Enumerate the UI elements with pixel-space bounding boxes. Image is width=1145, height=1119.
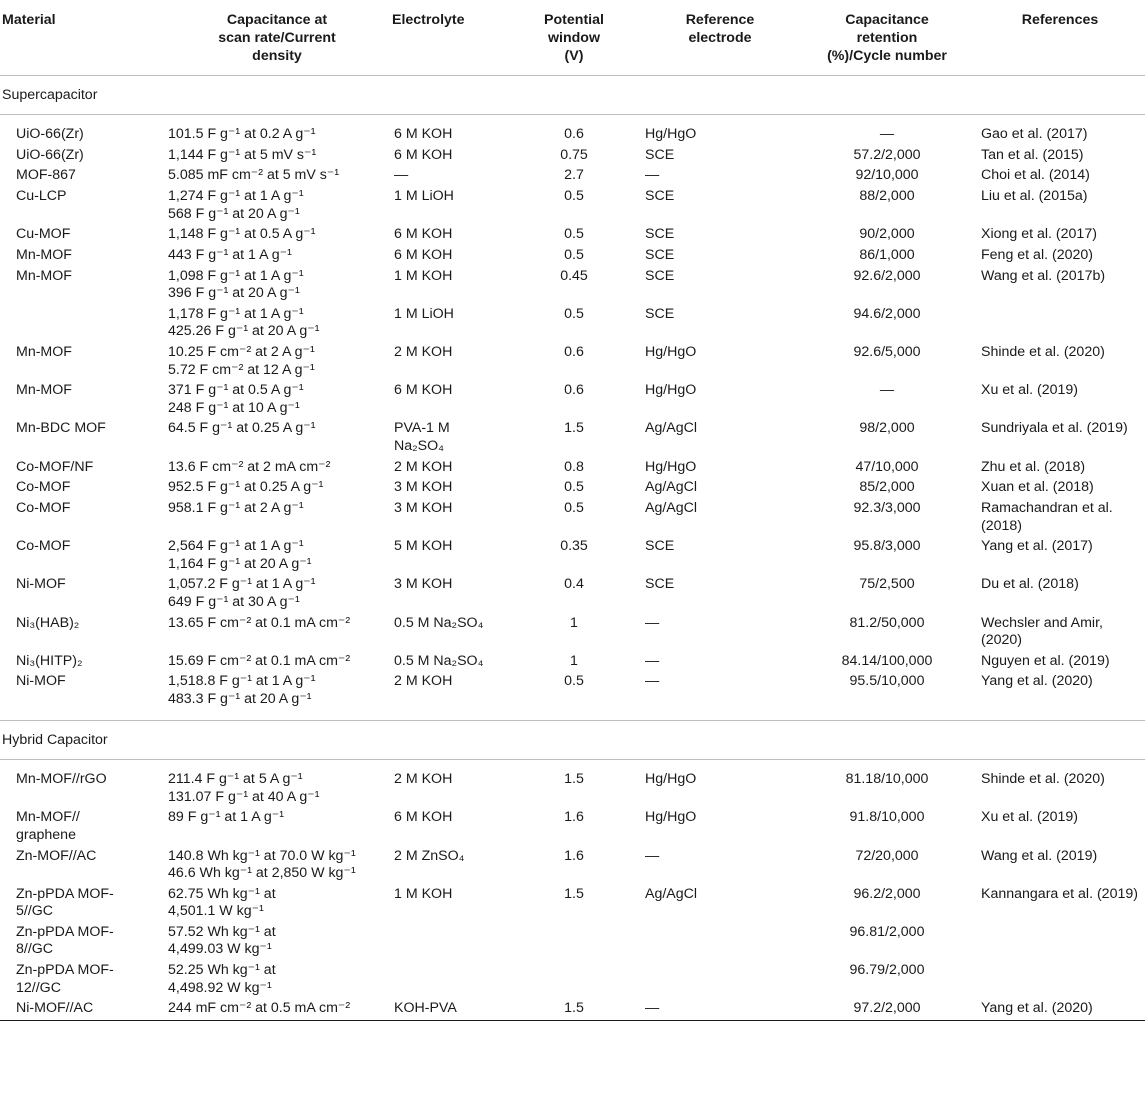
cell-electrolyte: 2 M ZnSO₄: [394, 847, 465, 864]
cell-electrolyte: PVA-1 M Na₂SO₄: [394, 420, 450, 454]
cell-electrolyte: 2 M KOH: [394, 458, 453, 475]
section-row-hybrid-capacitor: [0, 721, 1145, 760]
cell-reference-electrode: SCE: [645, 305, 675, 322]
cell-reference: Gao et al. (2017): [981, 126, 1088, 143]
cell-electrolyte: 3 M KOH: [394, 500, 453, 517]
table-row: [0, 457, 1145, 478]
table-row: [0, 651, 1145, 672]
cell-potential-window: 0.5: [564, 673, 584, 690]
cell-reference-electrode: SCE: [645, 188, 675, 205]
cell-material: MOF-867: [16, 167, 76, 184]
cell-capacitance-retention: 84.14/100,000: [841, 652, 933, 669]
cell-reference: Xu et al. (2019): [981, 809, 1079, 826]
cell-material: UiO-66(Zr): [16, 126, 84, 143]
section-label: Hybrid Capacitor: [0, 721, 1145, 760]
cell-capacitance-retention: 81.2/50,000: [849, 614, 925, 631]
cell-electrolyte: 1 M LiOH: [394, 305, 454, 322]
table-row: [0, 672, 1145, 710]
cell-material: Ni₃(HAB)₂: [16, 614, 80, 631]
cell-capacitance: 1,098 F g⁻¹ at 1 A g⁻¹ 396 F g⁻¹ at 20 A g⁻¹: [168, 267, 304, 302]
cell-capacitance-retention: 85/2,000: [859, 479, 915, 496]
cell-material: Mn-MOF: [16, 344, 72, 361]
cell-electrolyte: 3 M KOH: [394, 479, 453, 496]
table-row: [0, 145, 1145, 166]
cell-potential-window: 0.6: [564, 382, 584, 399]
cell-reference-electrode: Hg/HgO: [645, 382, 697, 399]
cell-potential-window: 0.5: [564, 479, 584, 496]
cell-material: Mn-MOF: [16, 267, 72, 284]
section-label: Supercapacitor: [0, 76, 1145, 115]
cell-electrolyte: 2 M KOH: [394, 344, 453, 361]
cell-electrolyte: 6 M KOH: [394, 382, 453, 399]
cell-capacitance-retention: 96.2/2,000: [853, 885, 921, 902]
cell-capacitance: 443 F g⁻¹ at 1 A g⁻¹: [168, 247, 292, 264]
cell-reference: Xuan et al. (2018): [981, 479, 1094, 496]
cell-material: Zn-MOF//AC: [16, 847, 97, 864]
cell-reference: Tan et al. (2015): [981, 146, 1084, 163]
cell-electrolyte: 2 M KOH: [394, 771, 453, 788]
cell-capacitance-retention: 72/20,000: [855, 847, 919, 864]
cell-potential-window: 1.5: [507, 999, 641, 1021]
cell-reference-electrode: Hg/HgO: [645, 126, 697, 143]
cell-reference: Wang et al. (2019): [981, 847, 1098, 864]
cell-reference-electrode: [641, 961, 799, 999]
cell-reference: Nguyen et al. (2019): [981, 652, 1110, 669]
cell-capacitance-retention: 95.5/10,000: [849, 673, 925, 690]
table-row: [0, 808, 1145, 846]
cell-reference-electrode: Ag/AgCl: [645, 479, 698, 496]
cell-capacitance: 140.8 Wh kg⁻¹ at 70.0 W kg⁻¹ 46.6 Wh kg⁻¹ at 2,850 W kg⁻¹: [168, 847, 356, 882]
cell-reference: Xiong et al. (2017): [981, 226, 1097, 243]
header-capacitance: Capacitance at scan rate/Current density: [164, 0, 390, 76]
table-row: [0, 166, 1145, 187]
table-row: [0, 613, 1145, 651]
cell-capacitance: 13.6 F cm⁻² at 2 mA cm⁻²: [168, 458, 331, 475]
cell-reference: [975, 304, 1145, 342]
table-row: [0, 187, 1145, 225]
cell-reference-electrode: —: [645, 847, 660, 864]
cell-potential-window: 1.6: [564, 847, 584, 864]
cell-capacitance-retention: 88/2,000: [859, 188, 915, 205]
cell-reference: Yang et al. (2020): [981, 673, 1093, 690]
cell-potential-window: 0.5: [564, 305, 584, 322]
cell-capacitance: 2,564 F g⁻¹ at 1 A g⁻¹ 1,164 F g⁻¹ at 20 A g⁻¹: [168, 538, 312, 572]
cell-capacitance: 52.25 Wh kg⁻¹ at 4,498.92 W kg⁻¹: [168, 962, 276, 996]
cell-potential-window: 0.6: [564, 344, 584, 361]
cell-capacitance-retention: —: [879, 382, 895, 399]
cell-material: Ni-MOF: [16, 673, 66, 690]
header-row: [0, 0, 1145, 76]
cell-capacitance: 64.5 F g⁻¹ at 0.25 A g⁻¹: [168, 420, 316, 437]
table-row: [0, 498, 1145, 536]
cell-material: Cu-MOF: [16, 226, 71, 243]
table-row: [0, 575, 1145, 613]
cell-material: Mn-MOF: [16, 382, 72, 399]
cell-capacitance-retention: 98/2,000: [859, 420, 915, 437]
header-references: References: [975, 0, 1145, 76]
table-row: [0, 125, 1145, 146]
cell-capacitance: 62.75 Wh kg⁻¹ at 4,501.1 W kg⁻¹: [168, 885, 276, 920]
cell-reference-electrode: Ag/AgCl: [645, 500, 698, 517]
cell-capacitance: 10.25 F cm⁻² at 2 A g⁻¹ 5.72 F cm⁻² at 12 A g⁻¹: [168, 344, 315, 378]
cell-potential-window: 1: [570, 614, 578, 631]
cell-reference: Shinde et al. (2020): [981, 771, 1105, 788]
cell-electrolyte: 6 M KOH: [394, 247, 453, 264]
table-row: [0, 381, 1145, 419]
cell-electrolyte: —: [394, 167, 409, 184]
cell-reference-electrode: SCE: [645, 226, 675, 243]
cell-reference: Du et al. (2018): [981, 576, 1079, 593]
cell-electrolyte: [390, 961, 507, 999]
cell-potential-window: [507, 961, 641, 999]
cell-reference: Feng et al. (2020): [981, 247, 1093, 264]
cell-electrolyte: 0.5 M Na₂SO₄: [394, 652, 484, 669]
cell-capacitance: 1,274 F g⁻¹ at 1 A g⁻¹ 568 F g⁻¹ at 20 A g⁻¹: [168, 188, 304, 222]
cell-material: Zn-pPDA MOF- 5//GC: [16, 885, 114, 920]
cell-material: Ni-MOF: [16, 576, 66, 593]
cell-potential-window: 1.5: [564, 771, 584, 788]
cell-capacitance: 1,144 F g⁻¹ at 5 mV s⁻¹: [168, 146, 317, 163]
cell-electrolyte: 5 M KOH: [394, 538, 453, 555]
cell-potential-window: 1: [570, 652, 578, 669]
cell-reference-electrode: Hg/HgO: [645, 771, 697, 788]
cell-reference: [975, 922, 1145, 960]
table-row: [0, 419, 1145, 457]
table-row: [0, 225, 1145, 246]
cell-potential-window: 1.6: [564, 809, 584, 826]
header-reference-electrode: Reference electrode: [641, 0, 799, 76]
cell-electrolyte: 1 M KOH: [394, 267, 453, 284]
cell-material: Co-MOF: [16, 479, 71, 496]
table-row: [0, 478, 1145, 499]
cell-potential-window: 0.5: [564, 500, 584, 517]
cell-electrolyte: 6 M KOH: [394, 226, 453, 243]
header-potential-window: Potential window (V): [507, 0, 641, 76]
cell-electrolyte: KOH-PVA: [390, 999, 507, 1021]
cell-capacitance: 13.65 F cm⁻² at 0.1 mA cm⁻²: [168, 614, 351, 631]
header-capacitance-retention: Capacitance retention (%)/Cycle number: [799, 0, 975, 76]
cell-reference-electrode: SCE: [645, 538, 675, 555]
header-electrolyte: Electrolyte: [390, 0, 507, 76]
cell-capacitance: 101.5 F g⁻¹ at 0.2 A g⁻¹: [168, 126, 316, 143]
table-row: [0, 846, 1145, 884]
cell-potential-window: 0.75: [560, 146, 588, 163]
cell-reference-electrode: Hg/HgO: [645, 809, 697, 826]
cell-material: Co-MOF: [16, 500, 71, 517]
cell-reference-electrode: SCE: [645, 146, 675, 163]
cell-reference-electrode: —: [645, 673, 660, 690]
cell-capacitance: 244 mF cm⁻² at 0.5 mA cm⁻²: [164, 999, 390, 1021]
cell-reference-electrode: —: [645, 652, 660, 669]
cell-reference-electrode: SCE: [645, 267, 675, 284]
cell-reference-electrode: SCE: [645, 247, 675, 264]
table-row: [0, 245, 1145, 266]
cell-material: UiO-66(Zr): [16, 146, 84, 163]
cell-capacitance: 1,518.8 F g⁻¹ at 1 A g⁻¹ 483.3 F g⁻¹ at 20 A g⁻¹: [168, 673, 316, 707]
cell-electrolyte: 6 M KOH: [394, 146, 453, 163]
table-row: [0, 266, 1145, 304]
cell-material: Mn-MOF// graphene: [16, 809, 80, 843]
cell-capacitance-retention: 92/10,000: [855, 167, 919, 184]
table-row: [0, 304, 1145, 342]
cell-material: Co-MOF: [16, 538, 71, 555]
cell-material: Ni₃(HITP)₂: [16, 652, 83, 669]
cell-electrolyte: 6 M KOH: [394, 809, 453, 826]
cell-potential-window: 0.6: [564, 126, 584, 143]
cell-reference: Yang et al. (2017): [981, 538, 1093, 555]
cell-capacitance-retention: 47/10,000: [855, 458, 919, 475]
section-row-supercapacitor: [0, 76, 1145, 115]
cell-electrolyte: 1 M LiOH: [394, 188, 454, 205]
cell-potential-window: 0.35: [560, 538, 588, 555]
cell-reference: Wang et al. (2017b): [981, 267, 1106, 284]
cell-reference-electrode: Hg/HgO: [645, 458, 697, 475]
cell-capacitance: 1,148 F g⁻¹ at 0.5 A g⁻¹: [168, 226, 316, 243]
cell-potential-window: 2.7: [564, 167, 584, 184]
cell-capacitance-retention: 96.79/2,000: [849, 962, 925, 979]
cell-reference: Sundriyala et al. (2019): [981, 420, 1128, 437]
cell-potential-window: 0.5: [564, 247, 584, 264]
cell-electrolyte: 1 M KOH: [394, 885, 453, 902]
cell-reference: Zhu et al. (2018): [981, 458, 1086, 475]
table-row: [0, 770, 1145, 808]
cell-capacitance: 958.1 F g⁻¹ at 2 A g⁻¹: [168, 500, 304, 517]
table-row: [0, 922, 1145, 960]
cell-capacitance-retention: 57.2/2,000: [853, 146, 921, 163]
cell-potential-window: 1.5: [564, 420, 584, 437]
cell-material: Ni-MOF//AC: [0, 999, 164, 1021]
cell-reference: Xu et al. (2019): [981, 382, 1079, 399]
cell-potential-window: [507, 922, 641, 960]
cell-reference: Choi et al. (2014): [981, 167, 1090, 184]
cell-potential-window: 0.45: [560, 267, 588, 284]
cell-capacitance-retention: 91.8/10,000: [849, 809, 925, 826]
cell-reference-electrode: —: [645, 614, 660, 631]
cell-potential-window: 0.8: [564, 458, 584, 475]
cell-capacitance: 15.69 F cm⁻² at 0.1 mA cm⁻²: [168, 652, 351, 669]
cell-capacitance-retention: 95.8/3,000: [853, 538, 921, 555]
cell-reference: Shinde et al. (2020): [981, 344, 1105, 361]
cell-capacitance-retention: 75/2,500: [859, 576, 915, 593]
cell-capacitance-retention: 92.3/3,000: [853, 500, 921, 517]
cell-electrolyte: 2 M KOH: [394, 673, 453, 690]
cell-capacitance-retention: 96.81/2,000: [849, 923, 925, 940]
cell-capacitance: 211.4 F g⁻¹ at 5 A g⁻¹ 131.07 F g⁻¹ at 40 A g⁻¹: [168, 771, 320, 805]
cell-capacitance-retention: —: [879, 126, 895, 143]
table-row: [0, 999, 1145, 1021]
cell-capacitance-retention: 92.6/5,000: [853, 344, 921, 361]
cell-capacitance-retention: 92.6/2,000: [853, 267, 921, 284]
cell-capacitance-retention: 94.6/2,000: [853, 305, 921, 322]
cell-potential-window: 0.4: [564, 576, 584, 593]
cell-capacitance-retention: 81.18/10,000: [845, 771, 929, 788]
cell-material: Mn-MOF//rGO: [16, 771, 107, 788]
cell-electrolyte: 6 M KOH: [394, 126, 453, 143]
cell-reference-electrode: [641, 922, 799, 960]
cell-capacitance-retention: 97.2/2,000: [799, 999, 975, 1021]
cell-material: Co-MOF/NF: [16, 458, 94, 475]
cell-reference: Ramachandran et al. (2018): [981, 500, 1113, 534]
cell-potential-window: 0.5: [564, 188, 584, 205]
cell-material: [0, 304, 164, 342]
cell-reference-electrode: SCE: [645, 576, 675, 593]
cell-reference-electrode: —: [641, 999, 799, 1021]
table-row: [0, 343, 1145, 381]
cell-reference: Yang et al. (2020): [975, 999, 1145, 1021]
cell-potential-window: 1.5: [564, 885, 584, 902]
cell-capacitance-retention: 86/1,000: [859, 247, 915, 264]
table-row: [0, 961, 1145, 999]
cell-reference: [975, 961, 1145, 999]
cell-electrolyte: 3 M KOH: [394, 576, 453, 593]
cell-electrolyte: [390, 922, 507, 960]
cell-capacitance-retention: 90/2,000: [859, 226, 915, 243]
cell-capacitance: 57.52 Wh kg⁻¹ at 4,499.03 W kg⁻¹: [168, 923, 276, 958]
cell-material: Zn-pPDA MOF- 8//GC: [16, 923, 114, 958]
cell-capacitance: 371 F g⁻¹ at 0.5 A g⁻¹ 248 F g⁻¹ at 10 A g⁻¹: [168, 382, 304, 416]
cell-material: Mn-BDC MOF: [16, 420, 106, 437]
cell-capacitance: 5.085 mF cm⁻² at 5 mV s⁻¹: [168, 167, 340, 184]
cell-capacitance: 1,057.2 F g⁻¹ at 1 A g⁻¹ 649 F g⁻¹ at 30 A g⁻¹: [168, 576, 316, 610]
cell-reference: Liu et al. (2015a): [981, 188, 1088, 205]
cell-material: Mn-MOF: [16, 247, 72, 264]
table-row: [0, 537, 1145, 575]
cell-electrolyte: 0.5 M Na₂SO₄: [394, 614, 484, 631]
table-row: [0, 884, 1145, 922]
cell-capacitance: 89 F g⁻¹ at 1 A g⁻¹: [168, 809, 284, 826]
cell-capacitance: 1,178 F g⁻¹ at 1 A g⁻¹ 425.26 F g⁻¹ at 20 A g⁻¹: [168, 305, 320, 340]
cell-reference-electrode: —: [645, 167, 660, 184]
cell-reference-electrode: Ag/AgCl: [645, 420, 698, 437]
cell-capacitance: 952.5 F g⁻¹ at 0.25 A g⁻¹: [168, 479, 324, 496]
cell-reference-electrode: Hg/HgO: [645, 344, 697, 361]
cell-reference: Wechsler and Amir, (2020): [981, 614, 1103, 649]
cell-reference: Kannangara et al. (2019): [981, 885, 1138, 902]
header-material: Material: [0, 0, 164, 76]
cell-potential-window: 0.5: [564, 226, 584, 243]
cell-material: Zn-pPDA MOF- 12//GC: [16, 962, 114, 996]
cell-reference-electrode: Ag/AgCl: [645, 885, 698, 902]
cell-material: Cu-LCP: [16, 188, 67, 205]
